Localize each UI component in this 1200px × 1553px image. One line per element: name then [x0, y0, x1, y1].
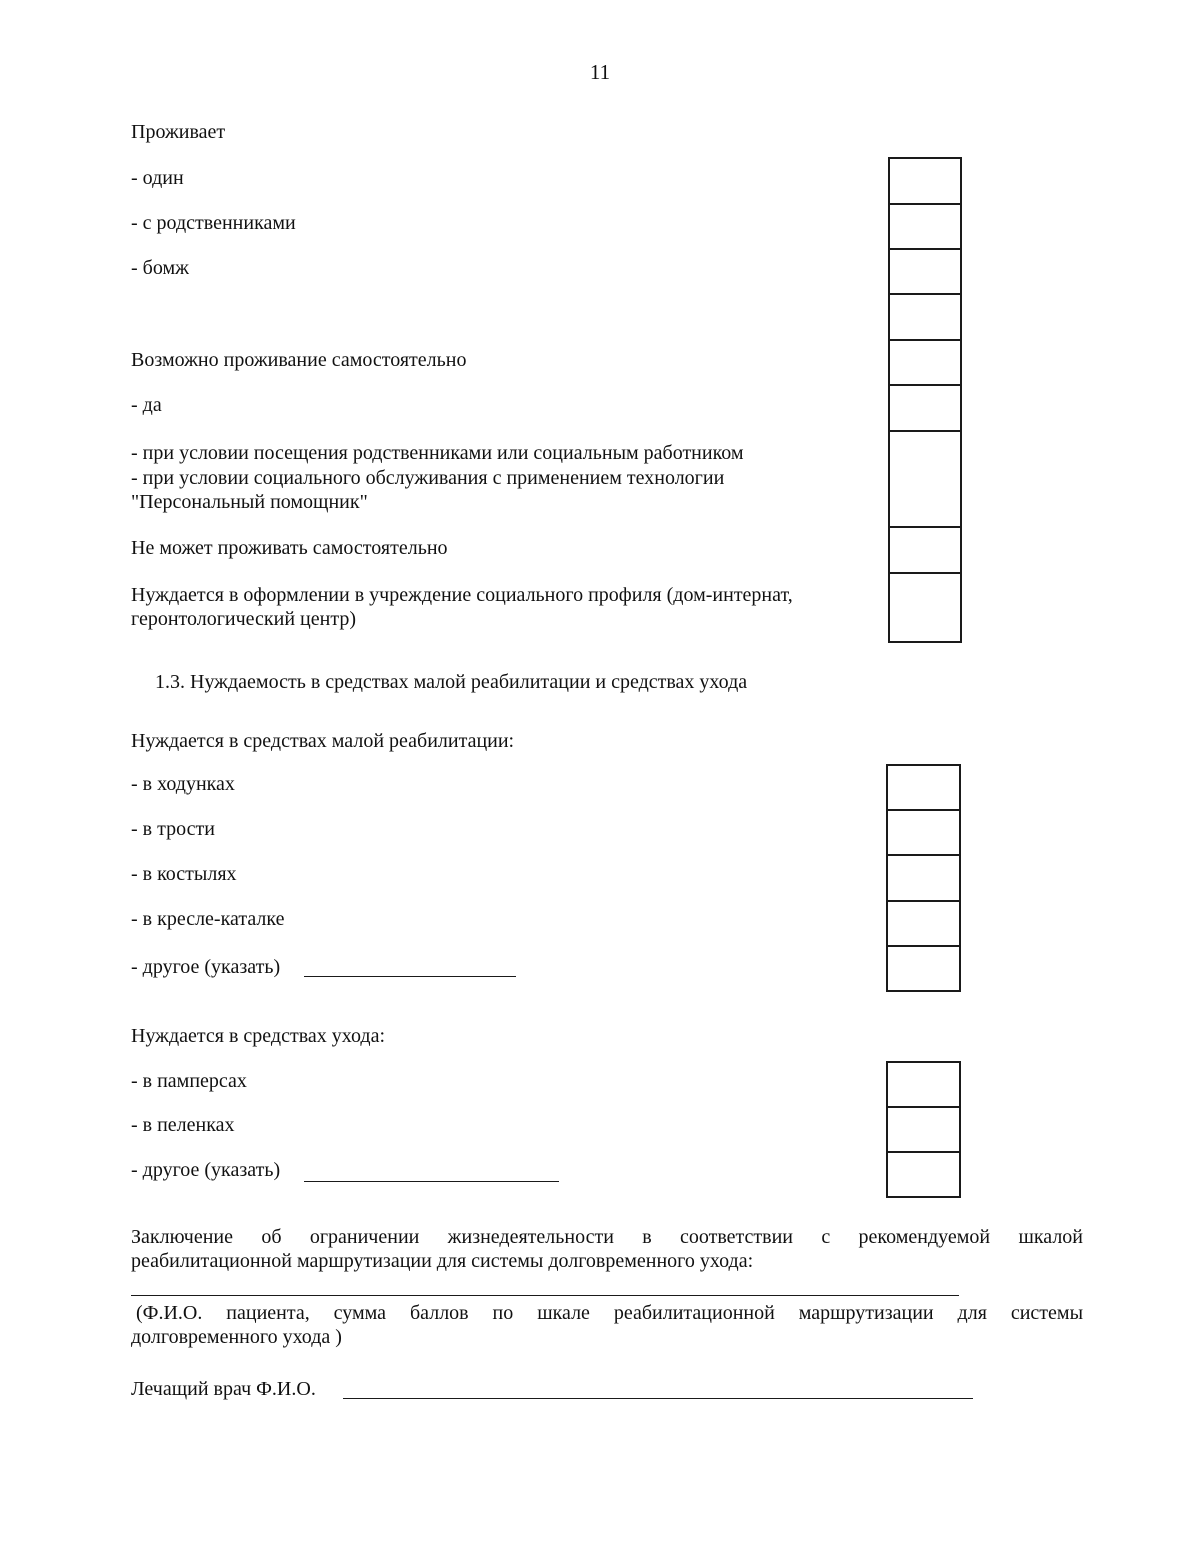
conclusion-caption-line2: долговременного ухода )	[131, 1326, 342, 1348]
rehab-option-walker: - в ходунках	[131, 773, 235, 795]
doctor-signature-line[interactable]	[343, 1398, 973, 1399]
rehab-option-other: - другое (указать)	[131, 956, 281, 978]
checkbox-divider	[890, 572, 960, 574]
rehab-option-wheelchair: - в кресле-каталке	[131, 908, 285, 930]
checkbox-divider	[888, 900, 959, 902]
independent-institution-line1: Нуждается в оформлении в учреждение социального профиля (дом-интернат,	[131, 584, 793, 606]
checkbox-column-rehab	[886, 764, 961, 992]
lives-option-homeless: - бомж	[131, 257, 189, 279]
lives-option-alone: - один	[131, 167, 184, 189]
checkbox-divider	[890, 526, 960, 528]
care-other-fill-line[interactable]	[304, 1181, 559, 1182]
care-option-sheets: - в пеленках	[131, 1114, 235, 1136]
care-heading: Нуждается в средствах ухода:	[131, 1025, 386, 1047]
lives-option-relatives: - с родственниками	[131, 212, 296, 234]
conclusion-line2: реабилитационной маршрутизации для системы долговременного ухода:	[131, 1250, 754, 1272]
checkbox-divider	[890, 430, 960, 432]
independent-condition-service: - при условии социального обслуживания с применением технологии	[131, 467, 725, 489]
conclusion-caption-line1: (Ф.И.О. пациента, сумма баллов по шкале реабилитационной маршрутизации для системы	[136, 1302, 1083, 1324]
checkbox-divider	[890, 248, 960, 250]
section-1-3-title: 1.3. Нуждаемость в средствах малой реабилитации и средствах ухода	[155, 671, 748, 693]
doctor-label: Лечащий врач Ф.И.О.	[131, 1378, 316, 1400]
rehab-option-cane: - в трости	[131, 818, 215, 840]
rehab-heading: Нуждается в средствах малой реабилитации:	[131, 730, 515, 752]
checkbox-divider	[888, 1151, 959, 1153]
conclusion-fill-line[interactable]	[131, 1295, 959, 1296]
care-option-diapers: - в памперсах	[131, 1070, 247, 1092]
checkbox-divider	[890, 339, 960, 341]
independent-condition-assistant: "Персональный помощник"	[131, 491, 368, 513]
conclusion-line1: Заключение об ограничении жизнедеятельности в соответствии с рекомендуемой шкалой	[131, 1226, 1083, 1248]
checkbox-divider	[888, 854, 959, 856]
checkbox-divider	[888, 809, 959, 811]
checkbox-column-care	[886, 1061, 961, 1198]
care-option-other: - другое (указать)	[131, 1159, 281, 1181]
independent-institution-line2: геронтологический центр)	[131, 608, 356, 630]
rehab-other-fill-line[interactable]	[304, 976, 516, 977]
checkbox-divider	[890, 203, 960, 205]
checkbox-divider	[890, 293, 960, 295]
rehab-option-crutches: - в костылях	[131, 863, 237, 885]
checkbox-divider	[888, 1106, 959, 1108]
independent-cannot: Не может проживать самостоятельно	[131, 537, 448, 559]
independent-condition-visits: - при условии посещения родственниками или социальным работником	[131, 442, 744, 464]
page-number: 11	[589, 60, 611, 84]
independent-heading: Возможно проживание самостоятельно	[131, 349, 467, 371]
checkbox-column-living	[888, 157, 962, 643]
checkbox-divider	[890, 384, 960, 386]
lives-heading: Проживает	[131, 121, 226, 143]
independent-option-yes: - да	[131, 394, 162, 416]
checkbox-divider	[888, 945, 959, 947]
